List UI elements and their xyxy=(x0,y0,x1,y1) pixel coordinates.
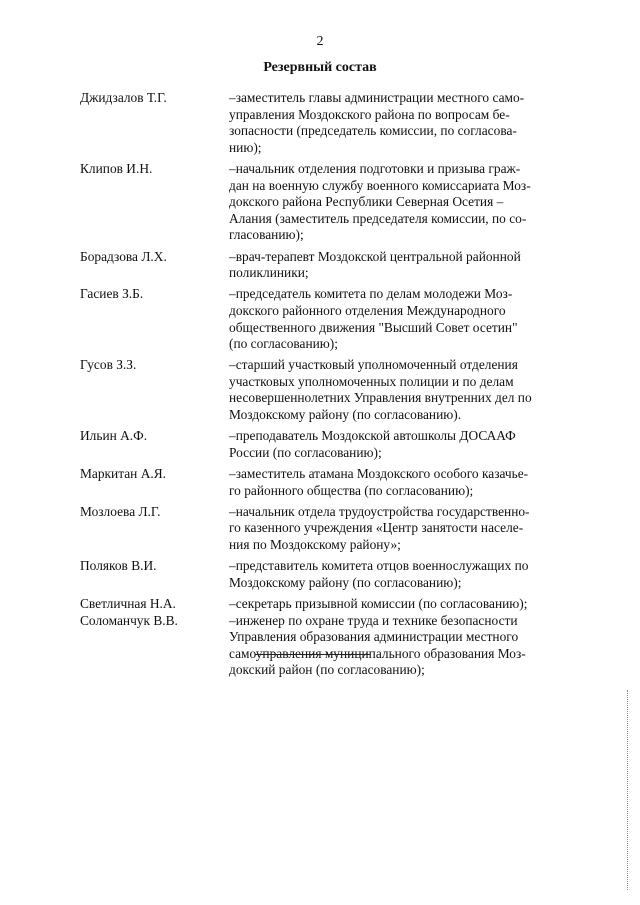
member-row xyxy=(80,249,550,282)
scan-edge-line xyxy=(627,690,628,890)
member-row xyxy=(80,613,550,679)
member-row xyxy=(80,558,550,591)
member-name: Джидзалов Т.Г. xyxy=(80,90,167,105)
member-role: –заместитель атамана Моздокского особого казачье- го районного общества (по согласованию); xyxy=(229,466,529,498)
member-name: Гусов З.З. xyxy=(80,357,137,373)
member-list xyxy=(80,90,550,684)
member-name: Соломанчук В.В. xyxy=(80,612,178,628)
member-row xyxy=(80,596,550,613)
member-role: –заместитель главы администрации местного само- управления Моздокского района по вопросам бе- зопасности (председатель комиссии, по согласова- нию); xyxy=(229,90,525,155)
member-row xyxy=(80,286,550,352)
member-name: Ильин А.Ф. xyxy=(80,428,148,444)
member-role: –старший участковый уполномоченный отделения участковых уполномоченных полиции и по делам несовершеннолетних Управления внутренних дел по Моздокскому району (по согласованию). xyxy=(229,357,532,423)
member-role: –представитель комитета отцов военнослужащих по Моздокскому району (по согласованию); xyxy=(229,558,529,590)
member-name: Маркитан А.Я. xyxy=(80,466,166,482)
member-name: Мозлоева Л.Г. xyxy=(80,503,161,519)
member-role: –врач-терапевт Моздокской центральной районной поликлиники; xyxy=(229,248,521,281)
member-row xyxy=(80,90,550,156)
member-row xyxy=(80,428,550,461)
end-rule xyxy=(255,654,370,655)
member-name: Поляков В.И. xyxy=(80,558,157,574)
member-row xyxy=(80,466,550,499)
member-name: Клипов И.Н. xyxy=(80,160,153,176)
member-row xyxy=(80,161,550,244)
member-role: –начальник отделения подготовки и призыва граж- дан на военную службу военного комиссариата Моз- докского района Республики Северная Осетия – Алания (заместитель председателя комиссии, по со- гласованию); xyxy=(229,160,531,243)
member-row xyxy=(80,357,550,423)
member-name: Гасиев З.Б. xyxy=(80,286,144,302)
member-role: –преподаватель Моздокской автошколы ДОСААФ России (по согласованию); xyxy=(229,428,516,460)
member-row xyxy=(80,504,550,554)
section-title: Резервный состав xyxy=(263,60,377,75)
member-role: –начальник отдела трудоустройства государственно- го казенного учреждения «Центр занятости населе- ния по Моздокскому району»; xyxy=(229,503,530,552)
member-name: Светличная Н.А. xyxy=(80,595,176,611)
member-name: Борадзова Л.Х. xyxy=(80,248,167,264)
member-role: –инженер по охране труда и технике безопасности Управления образования администрации местного самоуправления муниципального образования Моз- докский район (по согласованию); xyxy=(229,612,526,678)
page-number: 2 xyxy=(316,34,324,49)
member-role: –председатель комитета по делам молодежи Моз- докского районного отделения Международного общественного движения "Высший Совет осетин" (по согласованию); xyxy=(229,286,518,352)
member-role: –секретарь призывной комиссии (по согласованию); xyxy=(229,595,528,611)
